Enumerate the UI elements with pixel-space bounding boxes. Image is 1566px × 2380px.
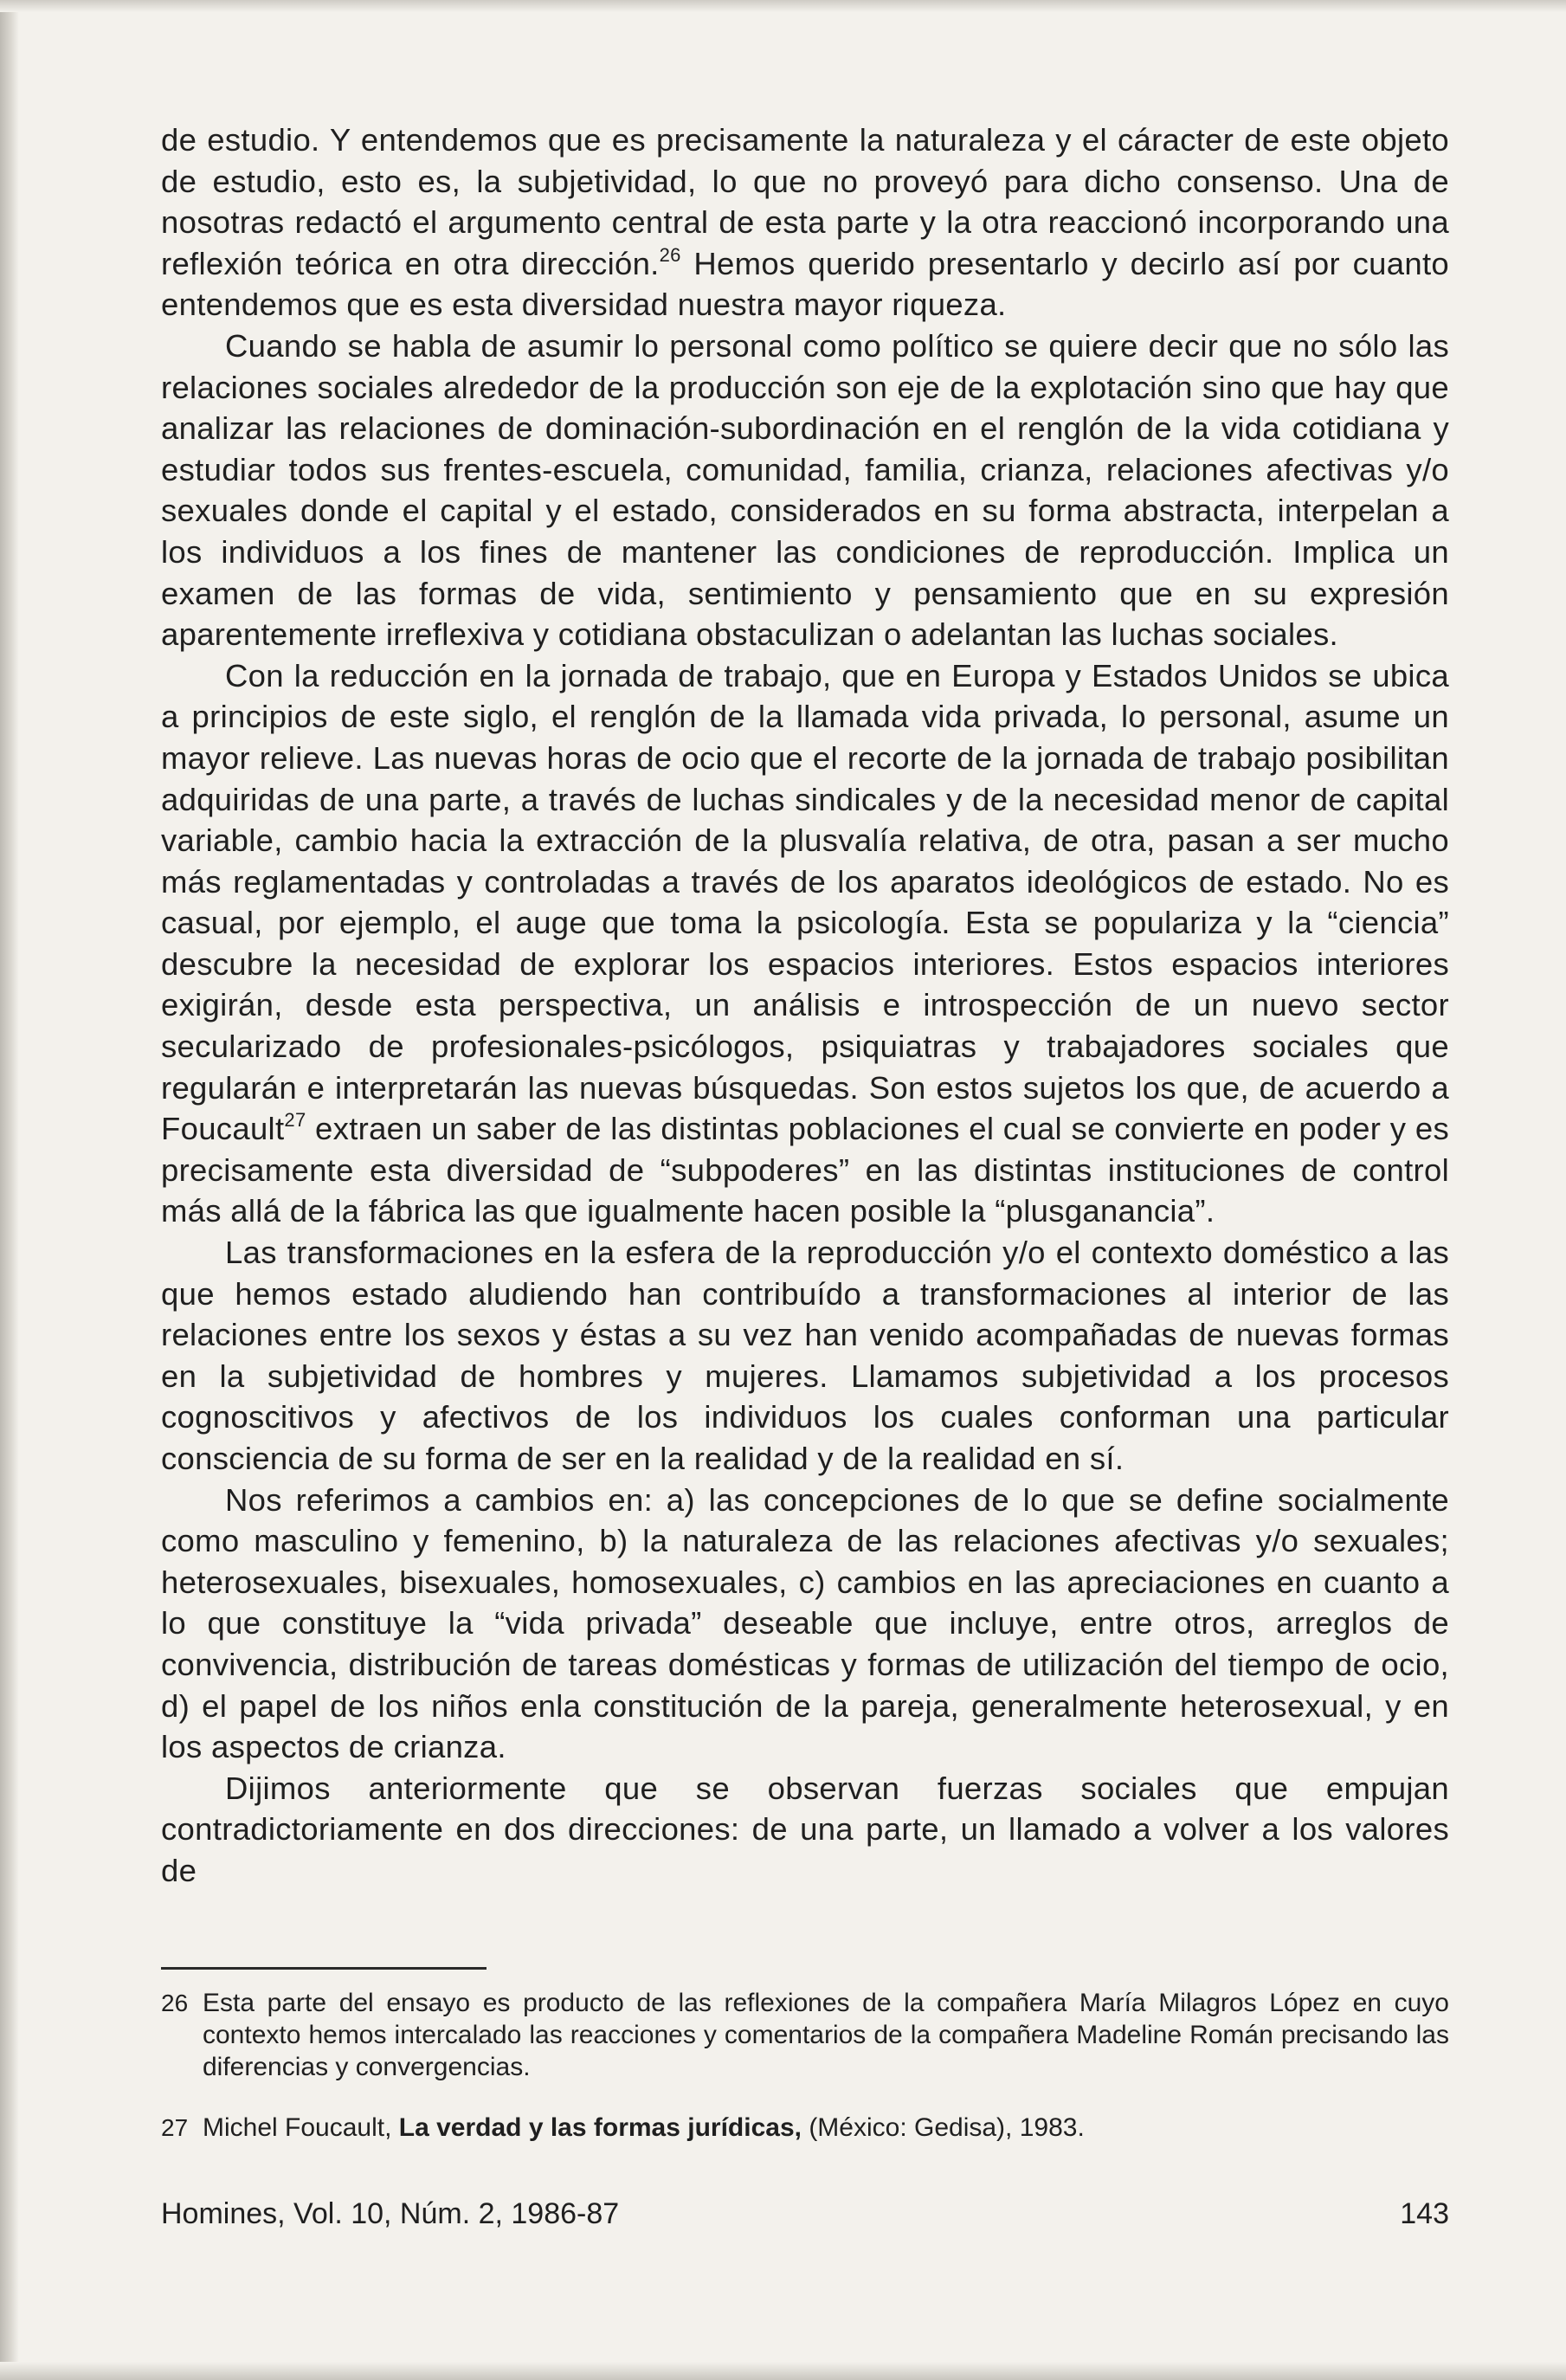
paragraph-3 [161,655,1449,1232]
page-edge-shadow-left [0,0,19,2380]
footnote-ref-26: 26 [659,243,681,266]
footnote-text [203,2112,1449,2144]
paragraph-2: Cuando se habla de asumir lo personal como político se quiere decir que no sólo las relaciones sociales alrededor de la producción son eje de la explotación sino que hay que analizar las relaciones de dominación-subordinación en el renglón de la vida cotidiana y estudiar todos sus frentes-escuela, comunidad, familia, crianza, relaciones afectivas y/o sexuales donde el capital y el estado, considerados en su forma abstracta, interpelan a los individuos a los fines de mantener las condiciones de reproducción. Implica un examen de las formas de vida, sentimiento y pensamiento que en su expresión aparentemente irreflexiva y cotidiana obstaculizan o adelantan las luchas sociales. [161,327,1449,653]
paragraph-3-text-a: Con la reducción en la jornada de trabajo, que en Europa y Estados Unidos se ubica a principios de este siglo, el renglón de la llamada vida privada, lo personal, asume un mayor relieve. Las nuevas horas de ocio que el recorte de la jornada de trabajo posibilitan adquiridas de una parte, a través de luchas sindicales y de la necesidad menor de capital variable, cambio hacia la extracción de la plusvalía relativa, de otra, pasan a ser mucho más reglamentadas y controladas a través de los aparatos ideológicos de estado. No es casual, por ejemplo, el auge que toma la psicología. Esta se populariza y la “ciencia” descubre la necesidad de explorar los espacios interiores. Estos espacios interiores exigirán, desde esta perspectiva, un análisis e introspección de un nuevo sector secularizado de profesionales-psicólogos, psiquiatras y trabajadores sociales que regularán e interpretarán las nuevas búsquedas. Son estos sujetos los que, de acuerdo a Foucault [161,657,1449,1147]
footnote-author: Michel Foucault, [203,2113,399,2142]
paragraph-6: Dijimos anteriormente que se observan fuerzas sociales que empujan contradictoriamente en dos direcciones: de una parte, un llamado a volver a los valores de [161,1770,1449,1888]
paragraph-3-text-b: extraen un saber de las distintas poblaciones el cual se convierte en poder y es precisamente esta diversidad de “subpoderes” en las distintas instituciones de control más allá de la fábrica las que igualmente hacen posible la “plusganancia”. [161,1111,1449,1229]
footnote-26 [161,1987,1449,2083]
footnote-separator [161,1967,487,1970]
footnote-ref-27: 27 [284,1109,306,1132]
body-text [161,119,1449,1892]
paragraph-1 [161,119,1449,326]
footnote-text: Esta parte del ensayo es producto de las reflexiones de la compañera María Milagros López en cuyo contexto hemos intercalado las reacciones y comentarios de la compañera Madeline Román precisando las diferencias y convergencias. [203,1989,1449,2081]
paragraph-1-text-a: de estudio. Y entendemos que es precisamente la naturaleza y el cáracter de este objeto de estudio, esto es, la subjetividad, lo que no proveyó para dicho consenso. Una de nosotras redactó el argumento central de esta parte y la otra reaccionó incorporando una reflexión teórica en otra dirección. [161,122,1449,281]
page-edge-shadow-bottom [0,2362,1566,2380]
footnote-number: 26 [161,1990,189,2016]
footnote-27 [161,2112,1449,2144]
page-edge-shadow-top [0,0,1566,12]
paragraph-4: Las transformaciones en la esfera de la reproducción y/o el contexto doméstico a las que hemos estado aludiendo han contribuído a transformaciones al interior de las relaciones entre los sexos y éstas a su vez han venido acompañadas de nuevas formas en la subjetividad de hombres y mujeres. Llamamos subjetividad a los procesos cognoscitivos y afectivos de los individuos los cuales conforman una particular consciencia de su forma de ser en la realidad y de la realidad en sí. [161,1235,1449,1476]
page-number: 143 [1400,2197,1449,2230]
footnote-publication: (México: Gedisa), 1983. [801,2113,1085,2142]
journal-citation: Homines, Vol. 10, Núm. 2, 1986-87 [161,2197,620,2230]
footnote-book-title: La verdad y las formas jurídicas, [398,2113,802,2142]
paragraph-5: Nos referimos a cambios en: a) las concepciones de lo que se define socialmente como masculino y femenino, b) la naturaleza de las relaciones afectivas y/o sexuales; heterosexuales, bisexuales, homosexuales, c) cambios en las apreciaciones en cuanto a lo que constituye la “vida privada” deseable que incluye, entre otros, arreglos de convivencia, distribución de tareas domésticas y formas de utilización del tiempo de ocio, d) el papel de los niños enla constitución de la pareja, generalmente heterosexual, y en los aspectos de crianza. [161,1481,1449,1765]
footnote-number: 27 [161,2114,189,2141]
paragraph-1-text-b: Hemos querido presentarlo y decirlo así por cuanto entendemos que es esta diversidad nuestra mayor riqueza. [161,245,1449,323]
